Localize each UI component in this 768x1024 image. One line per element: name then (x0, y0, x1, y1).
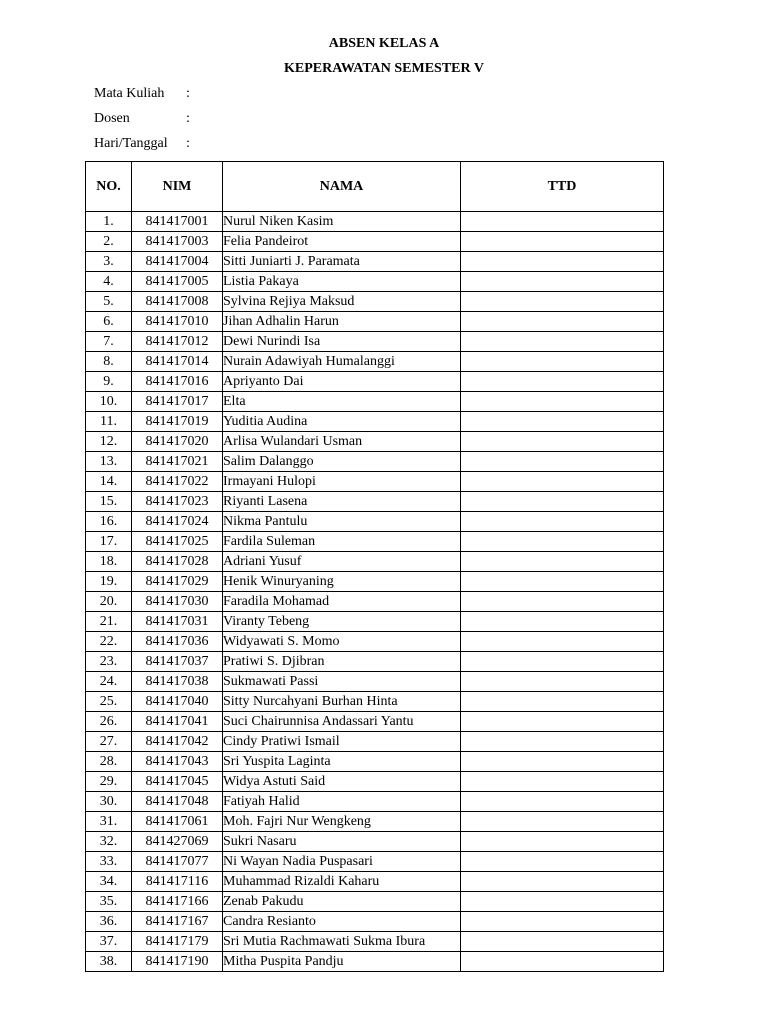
signature-cell[interactable] (461, 732, 664, 752)
name-cell: Irmayani Hulopi (223, 472, 461, 492)
signature-cell[interactable] (461, 472, 664, 492)
nim-cell: 841417190 (132, 952, 223, 972)
table-row (86, 472, 664, 492)
row-number: 25. (86, 692, 132, 712)
signature-cell[interactable] (461, 632, 664, 652)
signature-cell[interactable] (461, 612, 664, 632)
signature-cell[interactable] (461, 832, 664, 852)
name-cell: Nikma Pantulu (223, 512, 461, 532)
name-cell: Riyanti Lasena (223, 492, 461, 512)
row-number: 3. (86, 252, 132, 272)
name-cell: Widya Astuti Said (223, 772, 461, 792)
row-number: 21. (86, 612, 132, 632)
row-number: 8. (86, 352, 132, 372)
nim-cell: 841417030 (132, 592, 223, 612)
table-row (86, 212, 664, 232)
name-cell: Nurul Niken Kasim (223, 212, 461, 232)
meta-row-hari-tanggal (94, 136, 190, 152)
name-cell: Nurain Adawiyah Humalanggi (223, 352, 461, 372)
document-title: ABSEN KELAS A (328, 36, 440, 51)
nim-cell: 841417166 (132, 892, 223, 912)
meta-colon: : (186, 111, 190, 126)
table-row (86, 892, 664, 912)
meta-row-dosen (94, 111, 190, 127)
name-cell: Sylvina Rejiya Maksud (223, 292, 461, 312)
table-row (86, 512, 664, 532)
name-cell: Sri Mutia Rachmawati Sukma Ibura (223, 932, 461, 952)
row-number: 22. (86, 632, 132, 652)
signature-cell[interactable] (461, 492, 664, 512)
signature-cell[interactable] (461, 432, 664, 452)
nim-cell: 841417024 (132, 512, 223, 532)
signature-cell[interactable] (461, 232, 664, 252)
row-number: 27. (86, 732, 132, 752)
table-row (86, 872, 664, 892)
row-number: 33. (86, 852, 132, 872)
nim-cell: 841417014 (132, 352, 223, 372)
table-row (86, 712, 664, 732)
row-number: 10. (86, 392, 132, 412)
row-number: 11. (86, 412, 132, 432)
meta-label: Mata Kuliah (94, 86, 165, 101)
name-cell: Viranty Tebeng (223, 612, 461, 632)
table-row (86, 392, 664, 412)
table-row (86, 352, 664, 372)
row-number: 29. (86, 772, 132, 792)
name-cell: Suci Chairunnisa Andassari Yantu (223, 712, 461, 732)
table-row (86, 612, 664, 632)
meta-colon: : (186, 86, 190, 101)
nim-cell: 841417116 (132, 872, 223, 892)
row-number: 30. (86, 792, 132, 812)
row-number: 4. (86, 272, 132, 292)
meta-colon: : (186, 136, 190, 151)
row-number: 2. (86, 232, 132, 252)
table-row (86, 932, 664, 952)
nim-cell: 841417029 (132, 572, 223, 592)
signature-cell[interactable] (461, 512, 664, 532)
name-cell: Zenab Pakudu (223, 892, 461, 912)
table-row (86, 552, 664, 572)
signature-cell[interactable] (461, 692, 664, 712)
signature-cell[interactable] (461, 772, 664, 792)
nim-cell: 841417042 (132, 732, 223, 752)
attendance-table (85, 161, 664, 972)
nim-cell: 841417008 (132, 292, 223, 312)
meta-label: Hari/Tanggal (94, 136, 168, 151)
table-row (86, 572, 664, 592)
column-header-no: NO. (86, 162, 132, 212)
signature-cell[interactable] (461, 372, 664, 392)
name-cell: Pratiwi S. Djibran (223, 652, 461, 672)
table-row (86, 652, 664, 672)
signature-cell[interactable] (461, 292, 664, 312)
name-cell: Muhammad Rizaldi Kaharu (223, 872, 461, 892)
signature-cell[interactable] (461, 892, 664, 912)
table-row (86, 272, 664, 292)
nim-cell: 841417005 (132, 272, 223, 292)
name-cell: Mitha Puspita Pandju (223, 952, 461, 972)
name-cell: Sukmawati Passi (223, 672, 461, 692)
name-cell: Yuditia Audina (223, 412, 461, 432)
signature-cell[interactable] (461, 252, 664, 272)
name-cell: Elta (223, 392, 461, 412)
signature-cell[interactable] (461, 532, 664, 552)
signature-cell[interactable] (461, 792, 664, 812)
nim-cell: 841417004 (132, 252, 223, 272)
nim-cell: 841417023 (132, 492, 223, 512)
nim-cell: 841417031 (132, 612, 223, 632)
table-row (86, 672, 664, 692)
table-row (86, 312, 664, 332)
row-number: 12. (86, 432, 132, 452)
table-row (86, 912, 664, 932)
nim-cell: 841417019 (132, 412, 223, 432)
table-row (86, 452, 664, 472)
nim-cell: 841417010 (132, 312, 223, 332)
row-number: 36. (86, 912, 132, 932)
row-number: 24. (86, 672, 132, 692)
table-row (86, 832, 664, 852)
name-cell: Apriyanto Dai (223, 372, 461, 392)
signature-cell[interactable] (461, 352, 664, 372)
signature-cell[interactable] (461, 412, 664, 432)
signature-cell[interactable] (461, 572, 664, 592)
row-number: 37. (86, 932, 132, 952)
name-cell: Candra Resianto (223, 912, 461, 932)
table-row (86, 412, 664, 432)
row-number: 28. (86, 752, 132, 772)
table-row (86, 852, 664, 872)
nim-cell: 841417167 (132, 912, 223, 932)
nim-cell: 841417045 (132, 772, 223, 792)
table-row (86, 532, 664, 552)
nim-cell: 841417041 (132, 712, 223, 732)
nim-cell: 841417061 (132, 812, 223, 832)
name-cell: Cindy Pratiwi Ismail (223, 732, 461, 752)
signature-cell[interactable] (461, 452, 664, 472)
table-row (86, 792, 664, 812)
signature-cell[interactable] (461, 212, 664, 232)
row-number: 32. (86, 832, 132, 852)
row-number: 19. (86, 572, 132, 592)
name-cell: Widyawati S. Momo (223, 632, 461, 652)
row-number: 18. (86, 552, 132, 572)
column-header-nim: NIM (132, 162, 223, 212)
name-cell: Listia Pakaya (223, 272, 461, 292)
signature-cell[interactable] (461, 812, 664, 832)
document-subtitle: KEPERAWATAN SEMESTER V (284, 61, 484, 76)
signature-cell[interactable] (461, 672, 664, 692)
name-cell: Sitty Nurcahyani Burhan Hinta (223, 692, 461, 712)
signature-cell[interactable] (461, 872, 664, 892)
signature-cell[interactable] (461, 912, 664, 932)
signature-cell[interactable] (461, 752, 664, 772)
name-cell: Adriani Yusuf (223, 552, 461, 572)
table-row (86, 692, 664, 712)
name-cell: Salim Dalanggo (223, 452, 461, 472)
nim-cell: 841417040 (132, 692, 223, 712)
nim-cell: 841417179 (132, 932, 223, 952)
table-row (86, 592, 664, 612)
nim-cell: 841417037 (132, 652, 223, 672)
row-number: 7. (86, 332, 132, 352)
nim-cell: 841417003 (132, 232, 223, 252)
row-number: 34. (86, 872, 132, 892)
name-cell: Henik Winuryaning (223, 572, 461, 592)
column-header-nama: NAMA (223, 162, 461, 212)
name-cell: Felia Pandeirot (223, 232, 461, 252)
name-cell: Dewi Nurindi Isa (223, 332, 461, 352)
nim-cell: 841417077 (132, 852, 223, 872)
table-row (86, 332, 664, 352)
signature-cell[interactable] (461, 952, 664, 972)
nim-cell: 841417025 (132, 532, 223, 552)
row-number: 31. (86, 812, 132, 832)
signature-cell[interactable] (461, 652, 664, 672)
name-cell: Jihan Adhalin Harun (223, 312, 461, 332)
table-row (86, 772, 664, 792)
table-header-row (86, 162, 664, 212)
table-row (86, 632, 664, 652)
row-number: 15. (86, 492, 132, 512)
nim-cell: 841417043 (132, 752, 223, 772)
nim-cell: 841417020 (132, 432, 223, 452)
row-number: 20. (86, 592, 132, 612)
name-cell: Moh. Fajri Nur Wengkeng (223, 812, 461, 832)
row-number: 1. (86, 212, 132, 232)
name-cell: Sri Yuspita Laginta (223, 752, 461, 772)
nim-cell: 841417048 (132, 792, 223, 812)
name-cell: Ni Wayan Nadia Puspasari (223, 852, 461, 872)
table-row (86, 492, 664, 512)
row-number: 35. (86, 892, 132, 912)
meta-row-mata-kuliah (94, 86, 190, 102)
name-cell: Fatiyah Halid (223, 792, 461, 812)
nim-cell: 841417036 (132, 632, 223, 652)
table-row (86, 812, 664, 832)
row-number: 16. (86, 512, 132, 532)
signature-cell[interactable] (461, 712, 664, 732)
row-number: 14. (86, 472, 132, 492)
nim-cell: 841417017 (132, 392, 223, 412)
table-row (86, 432, 664, 452)
nim-cell: 841417016 (132, 372, 223, 392)
table-row (86, 732, 664, 752)
row-number: 23. (86, 652, 132, 672)
name-cell: Arlisa Wulandari Usman (223, 432, 461, 452)
nim-cell: 841417022 (132, 472, 223, 492)
row-number: 5. (86, 292, 132, 312)
table-row (86, 952, 664, 972)
row-number: 38. (86, 952, 132, 972)
signature-cell[interactable] (461, 312, 664, 332)
signature-cell[interactable] (461, 552, 664, 572)
nim-cell: 841417012 (132, 332, 223, 352)
nim-cell: 841417028 (132, 552, 223, 572)
meta-label: Dosen (94, 111, 130, 126)
table-row (86, 252, 664, 272)
signature-cell[interactable] (461, 592, 664, 612)
nim-cell: 841417001 (132, 212, 223, 232)
name-cell: Sitti Juniarti J. Paramata (223, 252, 461, 272)
name-cell: Sukri Nasaru (223, 832, 461, 852)
name-cell: Faradila Mohamad (223, 592, 461, 612)
table-row (86, 752, 664, 772)
row-number: 6. (86, 312, 132, 332)
row-number: 9. (86, 372, 132, 392)
row-number: 13. (86, 452, 132, 472)
signature-cell[interactable] (461, 932, 664, 952)
table-row (86, 232, 664, 252)
nim-cell: 841417021 (132, 452, 223, 472)
signature-cell[interactable] (461, 332, 664, 352)
name-cell: Fardila Suleman (223, 532, 461, 552)
table-row (86, 292, 664, 312)
nim-cell: 841417038 (132, 672, 223, 692)
signature-cell[interactable] (461, 272, 664, 292)
table-row (86, 372, 664, 392)
signature-cell[interactable] (461, 392, 664, 412)
row-number: 17. (86, 532, 132, 552)
column-header-ttd: TTD (461, 162, 664, 212)
nim-cell: 841427069 (132, 832, 223, 852)
signature-cell[interactable] (461, 852, 664, 872)
row-number: 26. (86, 712, 132, 732)
